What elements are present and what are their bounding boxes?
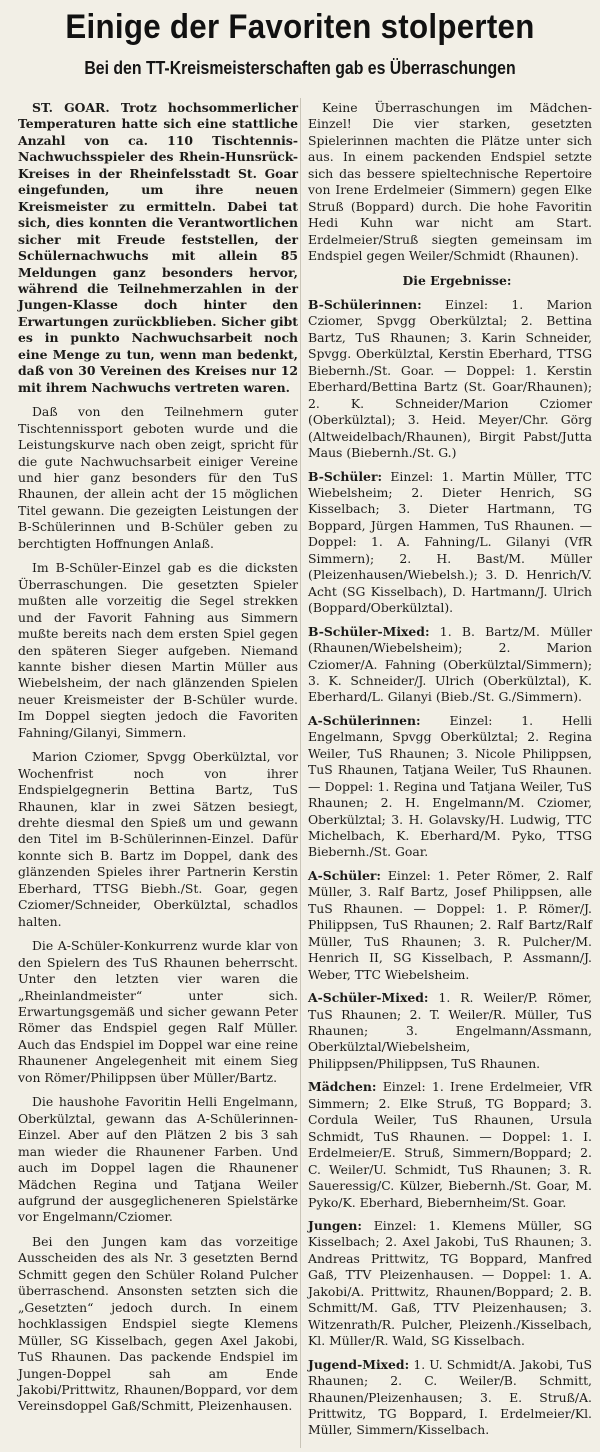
column-divider bbox=[300, 98, 301, 1448]
body-paragraph: Marion Cziomer, Spvgg Oberkülztal, vor Wochenfrist noch von ihrer Endspielgegnerin Bettina Bartz, TuS Rhaunen, klar in zwei Sätzen besiegt, drehte diesmal den Spieß um und gewann den Titel im B-Schülerinnen-Einzel. Dafür konnte sich B. Bartz im Doppel, dank des glänzenden Spieles ihrer Partnerin Kerstin Eberhard, TTSG Biebh./St. Goar, gegen Cziomer/Schneider, Oberkülztal, schadlos halten. bbox=[18, 749, 298, 929]
result-text: Einzel: 1. Helli Engelmann, Spvgg Oberkülztal; 2. Regina Weiler, TuS Rhaunen; 3. Nicole Philippsen, TuS Rhaunen, Tatjana Weiler, TuS Rhaunen. — Doppel: 1. Regina und Tatjana Weiler, TuS Rhaunen; 2. H. Engelmann/M. Cziomer, Oberkülztal; 3. H. Golavsky/H. Ludwig, TTC Michelbach, K. Eberhard/M. Pyko, TTSG Biebernh./St. Goar. bbox=[308, 712, 592, 860]
body-paragraph: Die haushohe Favoritin Helli Engelmann, Oberkülztal, gewann das A-Schülerinnen-Einzel. Aber auf den Plätzen 2 bis 3 sah man wieder die Rhaunener Farben. Und auch im Doppel lagen die Rhaunener Mädchen Regina und Tatjana Weiler aufgrund der ausgeglicheneren Spielstärke vor Engelmann/Cziomer. bbox=[18, 1094, 298, 1225]
result-entry bbox=[308, 1357, 592, 1439]
result-text: Einzel: 1. Marion Cziomer, Spvgg Oberkülztal; 2. Bettina Bartz, TuS Rhaunen; 3. Karin Schneider, Spvgg. Oberkülztal, Kerstin Eberhard, TTSG Biebernh./St. Goar. — Doppel: 1. Kerstin Eberhard/Bettina Bartz (St. Goar/Rhaunen); 2. K. Schneider/Marion Cziomer (Oberkülztal); 3. Heid. Meyer/Chr. Görg (Altweidelbach/Rhaunen), Birgit Pabst/Jutta Maus (Biebernh./St. G.) bbox=[308, 296, 592, 461]
body-paragraph: Daß von den Teilnehmern guter Tischtennissport geboten wurde und die Leistungskurve nach oben zeigt, spricht für die gute Nachwuchsarbeit einiger Vereine und hier ganz besonders für den TuS Rhaunen, der allein acht der 15 möglichen Titel gewann. Die gezeigten Leistungen der B-Schülerinnen und B-Schüler geben zu berchtigten Hoffnungen Anlaß. bbox=[18, 404, 298, 551]
result-category: Jugend-Mixed: bbox=[308, 1356, 410, 1372]
body-paragraph: Im B-Schüler-Einzel gab es die dicksten Überraschungen. Die gesetzten Spieler mußten alle vorzeitig die Segel strekken und der Favorit Fahning aus Simmern mußte bereits nach dem ersten Spiel gegen den späteren Sieger aufgeben. Niemand kannte bisher diesen Martin Müller aus Wiebelsheim, der nach glänzenden Spielen neuer Kreismeister der B-Schüler wurde. Im Doppel siegten jedoch die Favoriten Fahning/Gilanyi, Simmern. bbox=[18, 560, 298, 740]
result-text: Einzel: 1. Peter Römer, 2. Ralf Müller, 3. Ralf Bartz, Josef Philippsen, alle TuS Rhaunen. — Doppel: 1. P. Römer/J. Philippsen, TuS Rhaunen; 2. Ralf Bartz/Ralf Müller, TuS Rhaunen; 3. R. Pulcher/M. Henrich II, SG Kisselbach, P. Assmann/J. Weber, TTC Wiebelsheim. bbox=[308, 867, 592, 982]
subheadline: Bei den TT-Kreismeisterschaften gab es Überraschungen bbox=[84, 58, 516, 78]
result-category: B-Schülerinnen: bbox=[308, 296, 422, 312]
result-entry bbox=[308, 868, 592, 983]
result-text: Einzel: 1. Irene Erdelmeier, VfR Simmern; 2. Elke Struß, TG Boppard; 3. Cordula Weiler, TuS Rhaunen, Ursula Schmidt, TuS Rhaunen. — Doppel: 1. I. Erdelmeier/E. Struß, Simmern/Boppard; 2. C. Weiler/U. Schmidt, TuS Rhaunen; 3. R. Saueressig/C. Külzer, Biebernh./St. Goar, M. Pyko/K. Eberhard, Biebernheim/St. Goar. bbox=[308, 1079, 592, 1210]
right-column bbox=[308, 100, 592, 1446]
result-text: 1. R. Weiler/P. Römer, TuS Rhaunen; 2. T. Weiler/R. Müller, TuS Rhaunen; 3. Engelmann/Assmann, Oberkülztal/Wiebelsheim, Philippsen/Philippsen, TuS Rhaunen. bbox=[308, 990, 592, 1071]
result-text: Einzel: 1. Klemens Müller, SG Kisselbach; 2. Axel Jakobi, TuS Rhaunen; 3. Andreas Prittwitz, TG Boppard, Manfred Gaß, TTV Pleizenhausen. — Doppel: 1. A. Jakobi/A. Prittwitz, Rhaunen/Boppard; 2. B. Schmitt/M. Gaß, TTV Pleizenhausen; 3. Witzenrath/R. Pulcher, Pleizenh./Kisselbach, Kl. Müller/R. Wald, SG Kisselbach. bbox=[308, 1218, 592, 1349]
result-category: B-Schüler-Mixed: bbox=[308, 623, 430, 639]
body-paragraph: Bei den Jungen kam das vorzeitige Ausscheiden des als Nr. 3 gesetzten Bernd Schmitt gegen den Schüler Roland Pulcher überraschend. Ansonsten setzten sich die „Gesetzten“ jedoch durch. In einem hochklassigen Endspiel siegte Klemens Müller, SG Kisselbach, gegen Axel Jakobi, TuS Rhaunen. Das packende Endspiel im Jungen-Doppel sah am Ende Jakobi/Prittwitz, Rhaunen/Boppard, vor dem Vereinsdoppel Gaß/Schmitt, Pleizenhausen. bbox=[18, 1233, 298, 1414]
result-entry bbox=[308, 713, 592, 861]
result-text: 1. U. Schmidt/A. Jakobi, TuS Rhaunen; 2. C. Weiler/B. Schmitt, Rhaunen/Pleizenhausen; 3. E. Struß/A. Prittwitz, TG Boppard, I. Erdelmeier/Kl. Müller, Simmern/Kisselbach. bbox=[308, 1356, 592, 1438]
result-category: Jungen: bbox=[308, 1218, 363, 1233]
body-paragraph: Die A-Schüler-Konkurrenz wurde klar von den Spielern des TuS Rhaunen beherrscht. Unter den letzten vier waren die „Rheinlandmeister“ unter sich. Erwartungsgemäß und sicher gewann Peter Römer das Endspiel gegen Ralf Müller. Auch das Endspiel im Doppel war eine reine Rhaunener Angelegenheit mit einem Sieg von Römer/Philippsen über Müller/Bartz. bbox=[18, 938, 298, 1085]
result-entry bbox=[308, 990, 592, 1072]
left-column bbox=[18, 100, 298, 1423]
result-entry bbox=[308, 469, 592, 617]
headline: Einige der Favoriten stolperten bbox=[65, 8, 535, 46]
results-list bbox=[308, 297, 592, 1439]
result-category: B-Schüler: bbox=[308, 468, 383, 484]
result-category: A-Schüler: bbox=[308, 867, 381, 883]
result-category: Mädchen: bbox=[308, 1079, 377, 1095]
result-category: A-Schülerinnen: bbox=[308, 712, 421, 728]
result-entry bbox=[308, 1079, 592, 1211]
result-text: Einzel: 1. Martin Müller, TTC Wiebelsheim; 2. Dieter Henrich, SG Kisselbach; 3. Dieter Hartmann, TG Boppard, Jürgen Hammen, TuS Rhaunen. — Doppel: 1. A. Fahning/L. Gilanyi (VfR Simmern); 2. H. Bast/M. Müller (Pleizenhausen/Wiebelsh.); 3. D. Henrich/V. Acht (SG Kisselbach), D. Hartmann/J. Ulrich (Boppard/Oberkülztal). bbox=[308, 468, 592, 616]
results-title: Die Ergebnisse: bbox=[402, 272, 512, 288]
lead-paragraph: ST. GOAR. Trotz hochsommerlicher Temperaturen hatte sich eine stattliche Anzahl von ca. 110 Tischtennis-Nachwuchsspieler des Rhein-Hunsrück-Kreises in der Rheinfelsstadt St. Goar eingefunden, um ihre neuen Kreismeister zu ermitteln. Dabei tat sich, dies konnten die Verantwortlichen sicher mit Freude feststellen, der Schülernachwuchs mit allein 85 Meldungen ganz besonders hervor, während die Teilnehmerzahlen in der Jungen-Klasse doch hinter den Erwartungen zurückblieben. Sicher gibt es in punkto Nachwuchsarbeit noch eine Menge zu tun, wenn man bedenkt, daß von 30 Vereinen des Kreises nur 12 mit ihrem Nachwuchs vertreten waren. bbox=[18, 100, 298, 395]
result-entry bbox=[308, 624, 592, 706]
result-entry bbox=[308, 297, 592, 462]
result-text: 1. B. Bartz/M. Müller (Rhaunen/Wiebelsheim); 2. Marion Cziomer/A. Fahning (Oberkülztal/Simmern); 3. K. Schneider/J. Ulrich (Oberkülztal), K. Eberhard/L. Gilanyi (Bieb./St. G./Simmern). bbox=[308, 623, 592, 705]
body-paragraph: Keine Überraschungen im Mädchen-Einzel! Die vier starken, gesetzten Spielerinnen machten die Plätze unter sich aus. In einem packenden Endspiel setzte sich das bessere spieltechnische Repertoire von Irene Erdelmeier (Simmern) gegen Elke Struß (Boppard) durch. Die hohe Favoritin Hedi Kuhn war nicht am Start. Erdelmeier/Struß siegten gemeinsam im Endspiel gegen Weiler/Schmidt (Rhaunen). bbox=[308, 100, 592, 264]
result-category: A-Schüler-Mixed: bbox=[308, 990, 429, 1006]
result-entry bbox=[308, 1218, 592, 1350]
